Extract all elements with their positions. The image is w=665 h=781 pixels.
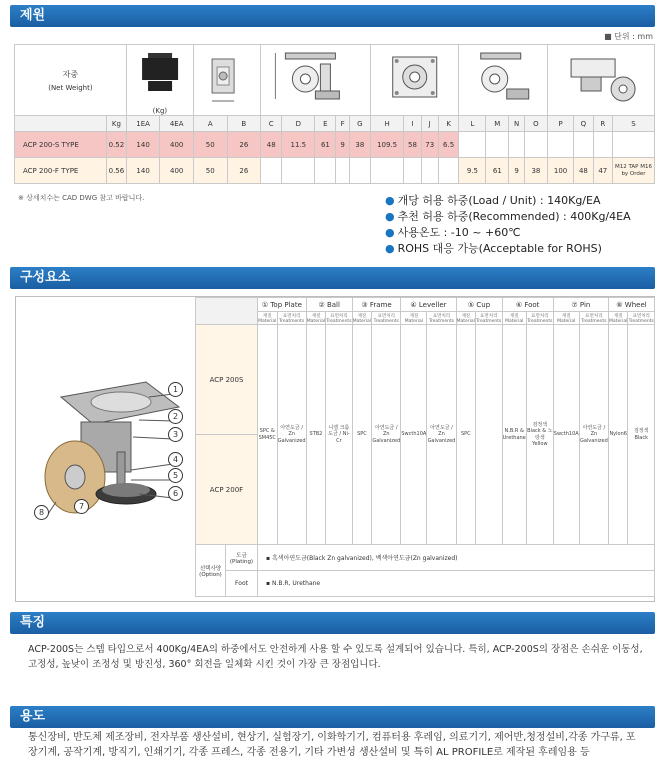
table-cell: 50 — [193, 158, 227, 184]
table-cell: 0.52 — [107, 132, 127, 158]
comp-cell: 아연도금 / Zn Galvanized — [579, 325, 608, 545]
callout-6: 6 — [168, 486, 183, 501]
bullet-dot-icon: ● — [385, 210, 395, 223]
comp-col-head: ⑦ Pin — [553, 298, 608, 312]
load-diagram — [126, 45, 193, 116]
col-head: A — [193, 116, 227, 132]
table-cell: 61 — [315, 132, 336, 158]
comp-cell — [476, 325, 503, 545]
table-cell: 38 — [349, 132, 370, 158]
table-cell: 73 — [421, 132, 438, 158]
col-head: J — [421, 116, 438, 132]
col-head: 1EA — [126, 116, 160, 132]
weight-label: 자중 — [62, 69, 79, 79]
table-cell: 400 — [160, 132, 194, 158]
spec-bullet: ● 사용온도 : -10 ~ +60℃ — [385, 226, 521, 239]
table-cell — [574, 132, 593, 158]
comp-cell: Swcth10A — [401, 325, 427, 545]
table-cell: 140 — [126, 132, 160, 158]
load-unit: (Kg) — [152, 107, 168, 115]
col-head: G — [349, 116, 370, 132]
component-table — [195, 297, 655, 597]
table-cell — [613, 132, 655, 158]
sub-head-material: 재질 Material — [502, 312, 526, 325]
table-cell — [438, 158, 459, 184]
table-cell — [421, 158, 438, 184]
sub-head-material: 재질 Material — [306, 313, 326, 324]
section-header-spec: 제원 — [10, 5, 655, 27]
table-cell — [404, 158, 421, 184]
table-cell: 38 — [524, 158, 547, 184]
col-head: S — [613, 116, 655, 132]
callout-3: 3 — [168, 427, 183, 442]
spec-table — [14, 44, 655, 184]
comp-cell: 검정색 Black & 노랑색 Yellow — [526, 325, 553, 545]
table-cell — [315, 158, 336, 184]
callout-2: 2 — [168, 409, 183, 424]
bullet-dot-icon: ● — [385, 194, 395, 207]
sub-head-material: 재질 Material — [553, 312, 579, 325]
callout-7: 7 — [74, 499, 89, 514]
comp-col-head: ⑤ Cup — [456, 298, 502, 312]
table-cell: 109.5 — [370, 132, 403, 158]
comp-cell: 아연도금 / Zn Galvanized — [277, 325, 306, 545]
table-cell — [349, 158, 370, 184]
table-cell: 0.56 — [107, 158, 127, 184]
row-name-f: ACP 200-F TYPE — [15, 158, 107, 184]
callout-4: 4 — [168, 452, 183, 467]
comp-cell: 검정색 Black — [628, 325, 655, 545]
table-cell: 61 — [486, 158, 509, 184]
comp-cell: SPC & SM45C — [258, 325, 278, 545]
table-cell — [486, 132, 509, 158]
col-head: Q — [574, 116, 593, 132]
sub-head-material: 재질 Material — [609, 313, 628, 324]
comp-cell: 니켈 크롬도금 / Ni-Cr — [326, 325, 353, 545]
col-head: L — [459, 116, 486, 132]
comp-cell: Nylon6 — [608, 325, 627, 545]
table-cell: 140 — [126, 158, 160, 184]
col-head: C — [261, 116, 282, 132]
row-name-s: ACP 200-S TYPE — [15, 132, 107, 158]
table-cell — [547, 132, 573, 158]
table-cell — [282, 158, 315, 184]
table-cell — [524, 132, 547, 158]
table-cell: 48 — [261, 132, 282, 158]
comp-col-head: ⑧ Wheel — [608, 298, 654, 312]
type-s-label: ACP 200S — [196, 325, 258, 435]
foot-value: ▪ N.B.R, Urethane — [258, 571, 655, 597]
side-diagram-s — [261, 45, 371, 116]
comp-cell: SPC — [456, 325, 475, 545]
col-head: R — [593, 116, 612, 132]
comp-cell: N.B.R & Urethane — [502, 325, 526, 545]
weight-label-en: (Net Weight) — [48, 83, 93, 92]
col-head: P — [547, 116, 573, 132]
table-cell: 400 — [160, 158, 194, 184]
section-header-components: 구성요소 — [10, 267, 655, 289]
sub-head-treatment: 표면처리 Treatments — [326, 313, 352, 324]
foot-label: Foot — [226, 571, 258, 597]
comp-col-head: ③ Frame — [352, 298, 401, 312]
table-cell: 100 — [547, 158, 573, 184]
table-cell: 48 — [574, 158, 593, 184]
col-head: O — [524, 116, 547, 132]
sub-head-material: 재질 Material — [401, 312, 427, 325]
sub-head-treatment: 표면처리 Treatments — [527, 313, 553, 324]
comp-col-head: ① Top Plate — [258, 298, 307, 312]
col-head: N — [509, 116, 525, 132]
caster-illustration — [21, 302, 193, 598]
col-head: M — [486, 116, 509, 132]
plating-value: ▪ 흑색아연도금(Black Zn galvanized), 백색아연도금(Zn galvanized) — [258, 545, 655, 571]
table-cell: 9 — [336, 132, 349, 158]
callout-5: 5 — [168, 468, 183, 483]
sub-head-treatment: 표면처리 Treatments — [373, 313, 399, 324]
table-cell — [593, 132, 612, 158]
table-cell: 9.5 — [459, 158, 486, 184]
table-cell: M12 TAP M16 by Order — [613, 158, 655, 184]
sub-head-treatment: 표면처리 Treatments — [581, 313, 607, 324]
sub-head-material: 재질 Material — [456, 313, 475, 324]
comp-col-head: ⑥ Foot — [502, 298, 553, 312]
table-cell — [336, 158, 349, 184]
unit-label: ■ 단위 : mm — [604, 32, 653, 41]
table-cell — [459, 132, 486, 158]
spec-bullet: ● 추천 허용 하중(Recommended) : 400Kg/4EA — [385, 210, 631, 223]
bullet-dot-icon: ● — [385, 242, 395, 255]
sub-head-treatment: 표면처리 Treatments — [628, 313, 654, 324]
table-cell: 26 — [227, 158, 261, 184]
comp-cell: 아연도금 / Zn Galvanized — [427, 325, 456, 545]
sub-head-treatment: 표면처리 Treatments — [476, 313, 502, 324]
comp-col-head: ② Ball — [306, 298, 352, 312]
col-head: K — [438, 116, 459, 132]
col-head: D — [282, 116, 315, 132]
comp-col-head: ④ Leveller — [401, 298, 456, 312]
sub-head-material: 재질 Material — [352, 313, 372, 324]
table-cell — [261, 158, 282, 184]
section-header-features: 특징 — [10, 612, 655, 634]
sub-head-treatment: 표면처리 Treatments — [428, 313, 455, 324]
table-cell — [370, 158, 403, 184]
col-head: Kg — [107, 116, 127, 132]
spec-bullet: ● 개당 허용 하중(Load / Unit) : 140Kg/EA — [385, 194, 601, 207]
bullet-dot-icon: ● — [385, 226, 395, 239]
callout-1: 1 — [168, 382, 183, 397]
col-head: B — [227, 116, 261, 132]
col-head: 4EA — [160, 116, 194, 132]
usage-text: 통신장비, 반도체 제조장비, 전자부품 생산설비, 현상기, 실험장기, 이화학기기, 컴퓨터용 후레임, 의료기기, 제어반,청정설비,각종 가구류, 포장기계, 공작기계, 방직기, 인쇄기기, 각종 프레스, 각종 전용기, 기타 가변성 생산설비 및 특히 AL PROFILE로 제작된 후레임용 등 — [28, 732, 636, 758]
features-text: ACP-200S는 스템 타입으로서 400Kg/4EA의 하중에서도 안전하게 사용 할 수 있도록 설계되어 있습니다. 특히, ACP-200S의 장점은 손쉬운 이동성, 고정성, 높낮이 조정성 및 방진성, 360° 회전을 일체화 시킨 것이 가장 큰 장점입니다. — [28, 644, 643, 670]
table-cell: 26 — [227, 132, 261, 158]
option-label: 선택사양 (Option) — [196, 545, 226, 597]
table-cell: 58 — [404, 132, 421, 158]
cad-note: ※ 상세치수는 CAD DWG 참고 바랍니다. — [18, 194, 145, 202]
spec-bullet: ● ROHS 대응 가능(Acceptable for ROHS) — [385, 242, 602, 255]
comp-cell: 아연도금 / Zn Galvanized — [372, 325, 401, 545]
swivel-diagram — [547, 45, 654, 116]
table-cell — [509, 132, 525, 158]
sub-head-material: 재질 Material — [258, 313, 277, 324]
type-f-label: ACP 200F — [196, 435, 258, 545]
plate-diagram — [193, 45, 260, 116]
col-head: F — [336, 116, 349, 132]
table-cell: 6.5 — [438, 132, 459, 158]
comp-cell: SPC — [352, 325, 371, 545]
table-cell: 9 — [509, 158, 525, 184]
section-header-usage: 용도 — [10, 706, 655, 728]
comp-cell: STB2 — [306, 325, 325, 545]
plating-label: 도금 (Plating) — [226, 545, 258, 571]
table-cell: 47 — [593, 158, 612, 184]
callout-8: 8 — [34, 505, 49, 520]
top-diagram — [370, 45, 458, 116]
side-diagram-f — [459, 45, 547, 116]
col-head: H — [370, 116, 403, 132]
col-head: E — [315, 116, 336, 132]
table-cell: 11.5 — [282, 132, 315, 158]
col-head: I — [404, 116, 421, 132]
table-cell: 50 — [193, 132, 227, 158]
sub-head-treatment: 표면처리 Treatments — [278, 313, 305, 324]
comp-cell: Swcth10A — [553, 325, 579, 545]
